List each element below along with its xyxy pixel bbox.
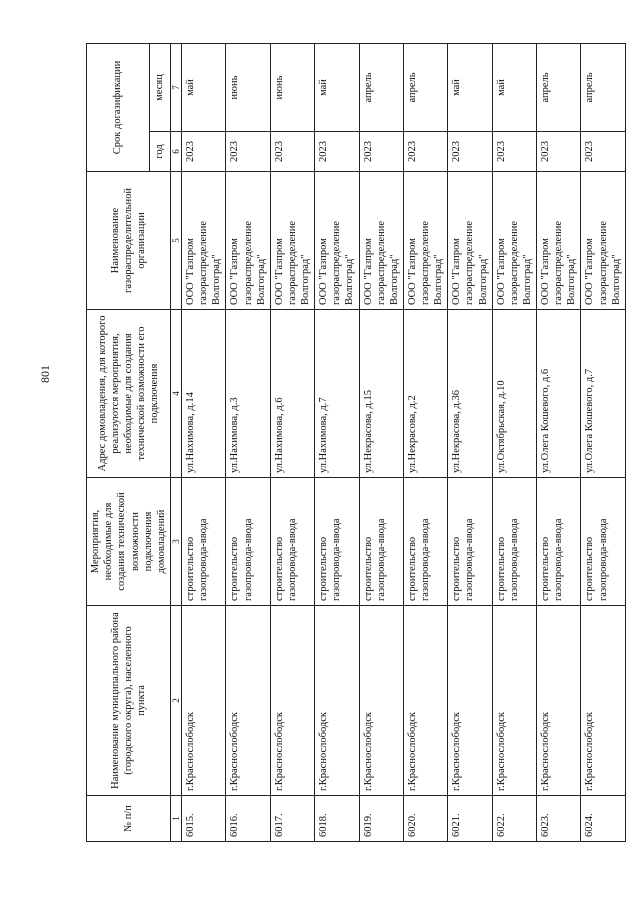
table-row — [270, 43, 314, 841]
district-cell: г.Краснослободск — [226, 606, 270, 796]
row-number: 6017. — [270, 796, 314, 842]
year-cell: 2023 — [270, 132, 314, 172]
month-cell: май — [182, 43, 226, 131]
month-cell: май — [492, 43, 536, 131]
year-cell: 2023 — [448, 132, 492, 172]
row-number: 6020. — [403, 796, 447, 842]
table-row — [226, 43, 270, 841]
month-cell: апрель — [537, 43, 581, 131]
year-cell: 2023 — [182, 132, 226, 172]
measure-cell: строительство газопровода-ввода — [315, 478, 359, 606]
header-deadline: Срок догазификации — [87, 43, 150, 171]
district-cell: г.Краснослободск — [403, 606, 447, 796]
measure-cell: строительство газопровода-ввода — [448, 478, 492, 606]
row-number: 6023. — [537, 796, 581, 842]
table-row — [492, 43, 536, 841]
measure-cell: строительство газопровода-ввода — [581, 478, 625, 606]
table-row — [403, 43, 447, 841]
year-cell: 2023 — [581, 132, 625, 172]
district-cell: г.Краснослободск — [315, 606, 359, 796]
address-cell: ул.Некрасова, д.2 — [403, 310, 447, 478]
month-cell: май — [315, 43, 359, 131]
header-month: месяц — [150, 43, 171, 131]
row-number: 6015. — [182, 796, 226, 842]
column-number: 2 — [171, 606, 182, 796]
month-cell: апрель — [359, 43, 403, 131]
district-cell: г.Краснослободск — [492, 606, 536, 796]
measure-cell: строительство газопровода-ввода — [270, 478, 314, 606]
year-cell: 2023 — [226, 132, 270, 172]
org-cell: ООО "Газпром газораспределение Волгоград" — [270, 172, 314, 310]
address-cell: ул.Нахимова, д.6 — [270, 310, 314, 478]
header-measures: Мероприятия, необходимые для создания технической возможности подключения домовладений — [87, 478, 171, 606]
org-cell: ООО "Газпром газораспределение Волгоград" — [226, 172, 270, 310]
row-number: 6024. — [581, 796, 625, 842]
org-cell: ООО "Газпром газораспределение Волгоград" — [581, 172, 625, 310]
org-cell: ООО "Газпром газораспределение Волгоград" — [403, 172, 447, 310]
org-cell: ООО "Газпром газораспределение Волгоград" — [492, 172, 536, 310]
header-num: № п/п — [87, 796, 171, 842]
district-cell: г.Краснослободск — [182, 606, 226, 796]
header-district: Наименование муниципального района (городского округа), населенного пункта — [87, 606, 171, 796]
column-numbers-row — [171, 43, 182, 841]
address-cell: ул.Некрасова, д.36 — [448, 310, 492, 478]
column-number: 6 — [171, 132, 182, 172]
org-cell: ООО "Газпром газораспределение Волгоград" — [315, 172, 359, 310]
gasification-table — [86, 43, 626, 842]
column-number: 1 — [171, 796, 182, 842]
measure-cell: строительство газопровода-ввода — [182, 478, 226, 606]
month-cell: май — [448, 43, 492, 131]
month-cell: апрель — [581, 43, 625, 131]
month-cell: июнь — [226, 43, 270, 131]
table-row — [315, 43, 359, 841]
month-cell: июнь — [270, 43, 314, 131]
row-number: 6019. — [359, 796, 403, 842]
address-cell: ул.Олега Кошевого, д.7 — [581, 310, 625, 478]
measure-cell: строительство газопровода-ввода — [492, 478, 536, 606]
address-cell: ул.Некрасова, д.15 — [359, 310, 403, 478]
year-cell: 2023 — [359, 132, 403, 172]
year-cell: 2023 — [315, 132, 359, 172]
measure-cell: строительство газопровода-ввода — [403, 478, 447, 606]
row-number: 6016. — [226, 796, 270, 842]
column-number: 3 — [171, 478, 182, 606]
address-cell: ул.Нахимова, д.3 — [226, 310, 270, 478]
district-cell: г.Краснослободск — [581, 606, 625, 796]
header-org: Наименование газораспределительной организации — [87, 172, 171, 310]
org-cell: ООО "Газпром газораспределение Волгоград" — [182, 172, 226, 310]
table-row — [182, 43, 226, 841]
district-cell: г.Краснослободск — [537, 606, 581, 796]
page-number: 801 — [38, 365, 52, 383]
header-address: Адрес домовладения, для которого реализуются мероприятия, необходимые для создания технической возможности его подключения — [87, 310, 171, 478]
table-row — [359, 43, 403, 841]
table-row — [537, 43, 581, 841]
address-cell: ул.Октябрьская, д.10 — [492, 310, 536, 478]
year-cell: 2023 — [492, 132, 536, 172]
year-cell: 2023 — [537, 132, 581, 172]
table-row — [448, 43, 492, 841]
table-row — [581, 43, 625, 841]
month-cell: апрель — [403, 43, 447, 131]
year-cell: 2023 — [403, 132, 447, 172]
measure-cell: строительство газопровода-ввода — [359, 478, 403, 606]
column-number: 4 — [171, 310, 182, 478]
district-cell: г.Краснослободск — [359, 606, 403, 796]
row-number: 6018. — [315, 796, 359, 842]
row-number: 6022. — [492, 796, 536, 842]
district-cell: г.Краснослободск — [448, 606, 492, 796]
row-number: 6021. — [448, 796, 492, 842]
org-cell: ООО "Газпром газораспределение Волгоград" — [359, 172, 403, 310]
measure-cell: строительство газопровода-ввода — [537, 478, 581, 606]
rotated-table-wrapper — [86, 44, 622, 842]
org-cell: ООО "Газпром газораспределение Волгоград" — [448, 172, 492, 310]
org-cell: ООО "Газпром газораспределение Волгоград" — [537, 172, 581, 310]
address-cell: ул.Нахимова, д.14 — [182, 310, 226, 478]
address-cell: ул.Нахимова, д.7 — [315, 310, 359, 478]
column-number: 5 — [171, 172, 182, 310]
measure-cell: строительство газопровода-ввода — [226, 478, 270, 606]
column-number: 7 — [171, 43, 182, 131]
header-year: год — [150, 132, 171, 172]
address-cell: ул.Олега Кошевого, д.6 — [537, 310, 581, 478]
district-cell: г.Краснослободск — [270, 606, 314, 796]
table-body — [182, 43, 626, 841]
